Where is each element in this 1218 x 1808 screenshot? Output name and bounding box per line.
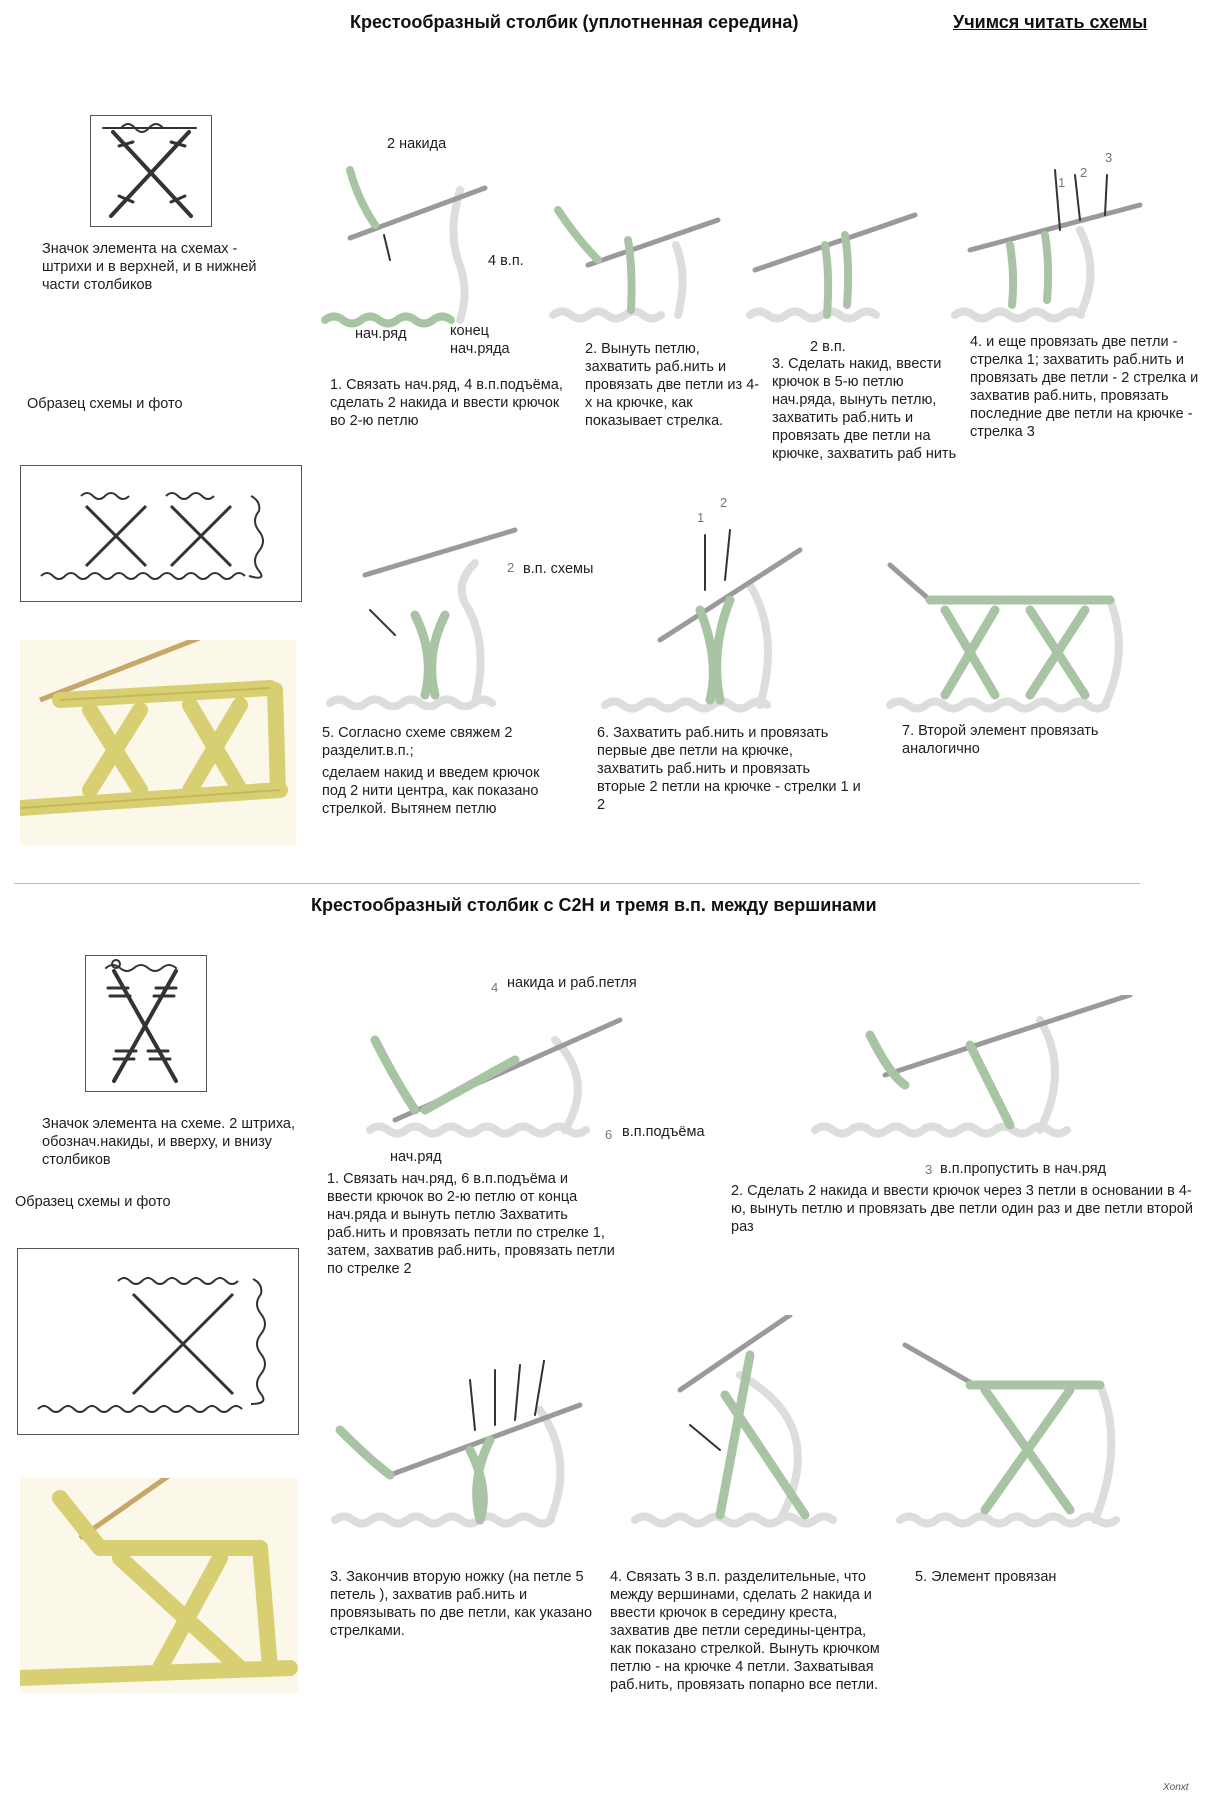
- signature: Xonxt: [1163, 1782, 1189, 1793]
- label-num-1-a: 1: [1058, 175, 1066, 190]
- step-diagram-3: [745, 200, 925, 325]
- step-1-1-caption: 1. Связать нач.ряд, 4 в.п.подъёма, сделать 2 накида и ввести крючок во 2-ю петлю: [330, 377, 563, 429]
- step-1-2-caption: 2. Вынуть петлю, захватить раб.нить и провязать две петли из 4-х на крючке, как показывает стрелка.: [585, 341, 760, 429]
- label-num-6: 6: [605, 1127, 613, 1142]
- step-diagram-s2-1: [365, 1000, 625, 1150]
- step-1-7-caption: 7. Второй элемент провязать аналогично: [902, 723, 1099, 757]
- label-two-ch-mark: 2 в.п.: [810, 339, 846, 355]
- label-end-base-row: конец нач.ряда: [450, 323, 510, 357]
- label-four-ch: 4 в.п.: [488, 253, 524, 269]
- step-2-5-caption: 5. Элемент провязан: [915, 1569, 1057, 1585]
- symbol-box-1: [90, 115, 212, 227]
- step-diagram-1: [320, 160, 500, 330]
- step-diagram-4: [950, 150, 1150, 325]
- step-diagram-5: [325, 525, 545, 710]
- step-2-2-caption: 2. Сделать 2 накида и ввести крючок через 3 петли в основании в 4-ю, вынуть петлю и провязать две петли один раз и две петли второй раз: [731, 1183, 1193, 1235]
- step-2-4-caption: 4. Связать 3 в.п. разделительные, что между вершинами, сделать 2 накида и ввести крючок в середину креста, захватив две петли середины-центра, как показано стрелкой. Вынуть крючком петлю - на крючке 4 петли. Захватывая раб.нить, провязать попарно все петли.: [610, 1569, 880, 1693]
- label-num-3-a: 3: [1105, 150, 1113, 165]
- section2-title: Крестообразный столбик с С2Н и тремя в.п. между вершинами: [311, 895, 877, 915]
- step-diagram-7: [880, 545, 1140, 715]
- learn-link[interactable]: Учимся читать схемы: [953, 12, 1148, 32]
- section1-title: Крестообразный столбик (уплотненная середина): [350, 12, 799, 32]
- scheme-box-2: [17, 1248, 299, 1435]
- sample-label-1: Образец схемы и фото: [27, 396, 183, 412]
- label-yarn-over-and-loop: накида и раб.петля: [507, 975, 637, 991]
- label-num-2-c: 2: [720, 495, 728, 510]
- step-1-3-caption: 3. Сделать накид, ввести крючок в 5-ю петлю нач.ряда, вынуть петлю, захватить раб.нить и провязать две петли на крючке, захватить раб нить: [772, 356, 957, 462]
- sample-photo-2: [20, 1478, 298, 1693]
- step-1-4-caption: 4. и еще провязать две петли - стрелка 1; захватить раб.нить и провязать две петли - 2 стрелка и захватив раб.нить, провязать последние две петли на крючке - стрелка 3: [970, 334, 1199, 440]
- scheme-box-1: [20, 465, 302, 602]
- label-num-2-b: 2: [507, 560, 515, 575]
- label-num-4: 4: [491, 980, 499, 995]
- yarn-photo-2-icon: [20, 1478, 298, 1693]
- cross-stitch-symbol-icon: [91, 116, 211, 226]
- label-base-row-2: нач.ряд: [390, 1149, 442, 1165]
- step-diagram-s2-5: [895, 1340, 1135, 1530]
- label-skip: в.п.пропустить в нач.ряд: [940, 1161, 1107, 1177]
- sample-label-2: Образец схемы и фото: [15, 1194, 171, 1210]
- step-diagram-6: [600, 510, 830, 715]
- label-ch-of-scheme: в.п. схемы: [523, 561, 594, 577]
- label-two-yarn-overs: 2 накида: [387, 136, 447, 152]
- step-1-5-caption: 5. Согласно схеме свяжем 2 разделит.в.п.;: [322, 725, 513, 759]
- scheme-diagram-icon: [21, 466, 301, 601]
- step-diagram-2: [548, 200, 723, 325]
- step-1-6-caption: 6. Захватить раб.нить и провязать первые две петли на крючке, захватить раб.нить и провязать вторые 2 петли на крючке - стрелки 1 и 2: [597, 725, 861, 813]
- step-2-3-caption: 3. Закончив вторую ножку (на петле 5 петель ), захватив раб.нить и провязывать по две петли, как указано стрелками.: [330, 1569, 593, 1639]
- label-base-row: нач.ряд: [355, 326, 407, 342]
- cross-stitch-dc2-symbol-icon: [86, 956, 206, 1091]
- scheme-diagram-2-icon: [18, 1249, 298, 1434]
- label-num-3-b: 3: [925, 1162, 933, 1177]
- step-1-5b-caption: сделаем накид и введем крючок под 2 нити центра, как показано стрелкой. Вытянем петлю: [322, 765, 540, 817]
- label-six-ch: в.п.подъёма: [622, 1124, 705, 1140]
- label-num-2-a: 2: [1080, 165, 1088, 180]
- step-diagram-s2-2: [810, 995, 1140, 1145]
- label-num-1-b: 1: [697, 510, 705, 525]
- step-2-1-caption: 1. Связать нач.ряд, 6 в.п.подъёма и ввести крючок во 2-ю петлю от конца нач.ряда и вынуть петлю Захватить раб.нить и провязать петли по стрелке 1, затем, захватив раб.нить, провязать петли по стрелке 2: [327, 1171, 615, 1277]
- symbol-box-2: [85, 955, 207, 1092]
- section-divider: [14, 883, 1140, 884]
- sample-photo-1: [20, 640, 296, 845]
- symbol-caption-2: Значок элемента на схеме. 2 штриха, обознач.накиды, и вверху, и внизу столбиков: [42, 1116, 296, 1168]
- yarn-photo-icon: [20, 640, 296, 845]
- symbol-caption-1: Значок элемента на схемах - штрихи и в верхней, и в нижней части столбиков: [42, 241, 257, 293]
- step-diagram-s2-3: [330, 1360, 600, 1530]
- step-diagram-s2-4: [630, 1315, 870, 1530]
